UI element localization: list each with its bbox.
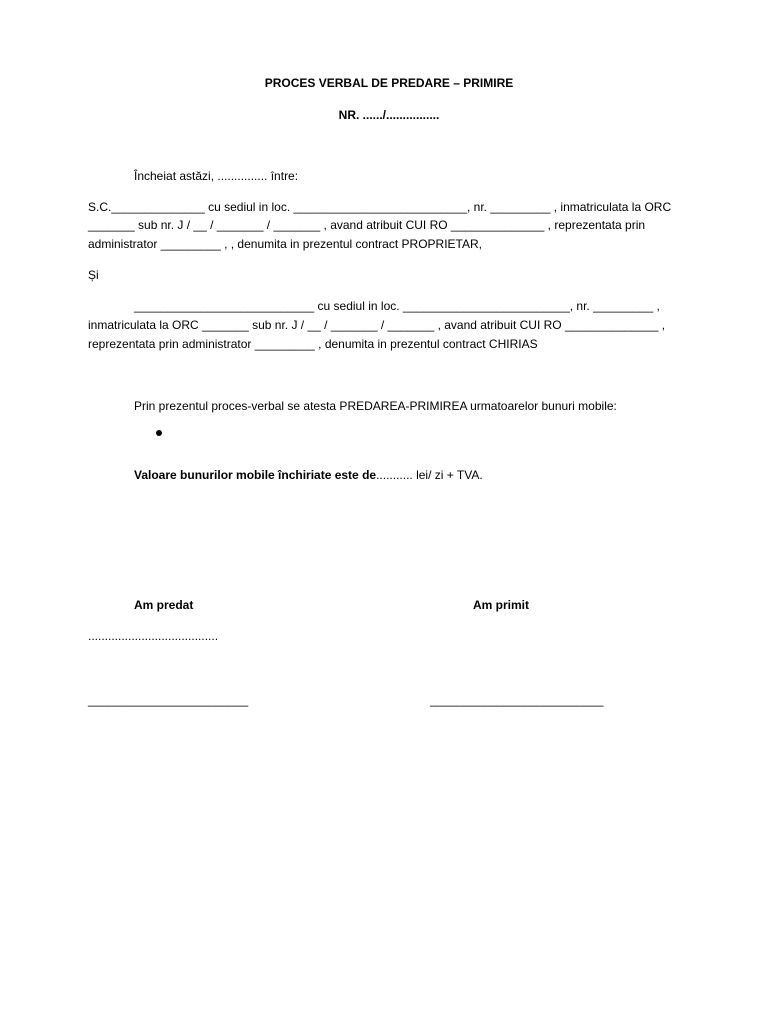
value-label: Valoare bunurilor mobile închiriate este de xyxy=(134,468,377,482)
signature-dots: ....................................... xyxy=(88,629,219,643)
party1-line3: administrator _________ , , denumita in prezentul contract PROPRIETAR, xyxy=(88,237,482,251)
statement-line: Prin prezentul proces-verbal se atesta PREDAREA-PRIMIREA urmatoarelor bunuri mobile: xyxy=(134,399,617,413)
signature-left-line: ________________________ xyxy=(88,693,249,707)
intro-line: Încheiat astăzi, ............... între: xyxy=(134,169,299,183)
party1-line1: S.C.______________ cu sediul in loc. __________________________, nr. _________ , inmatriculata la ORC xyxy=(88,200,672,214)
document-number: NR. ....../................ xyxy=(338,108,440,122)
party2-line1: ___________________________ cu sediul in loc. _________________________, nr. _________ , xyxy=(134,299,660,313)
empty-bullet-item xyxy=(156,430,162,436)
party2-line2: inmatriculata la ORC _______ sub nr. J / __ / _______ / _______ , avand atribuit CUI RO ______________ , xyxy=(88,318,666,332)
party2-line3: reprezentata prin administrator _________ , denumita in prezentul contract CHIRIAS xyxy=(88,337,538,351)
conjunction: Și xyxy=(88,268,99,282)
signature-right-line: __________________________ xyxy=(430,693,604,707)
document-title: PROCES VERBAL DE PREDARE – PRIMIRE xyxy=(264,76,514,90)
signature-right-label: Am primit xyxy=(473,598,530,612)
value-line xyxy=(134,468,483,482)
value-rest: ........... lei/ zi + TVA. xyxy=(376,468,483,482)
signature-left-label: Am predat xyxy=(134,598,194,612)
party1-line2: _______ sub nr. J / __ / _______ / _______ , avand atribuit CUI RO ______________ , reprezentata prin xyxy=(88,218,646,232)
